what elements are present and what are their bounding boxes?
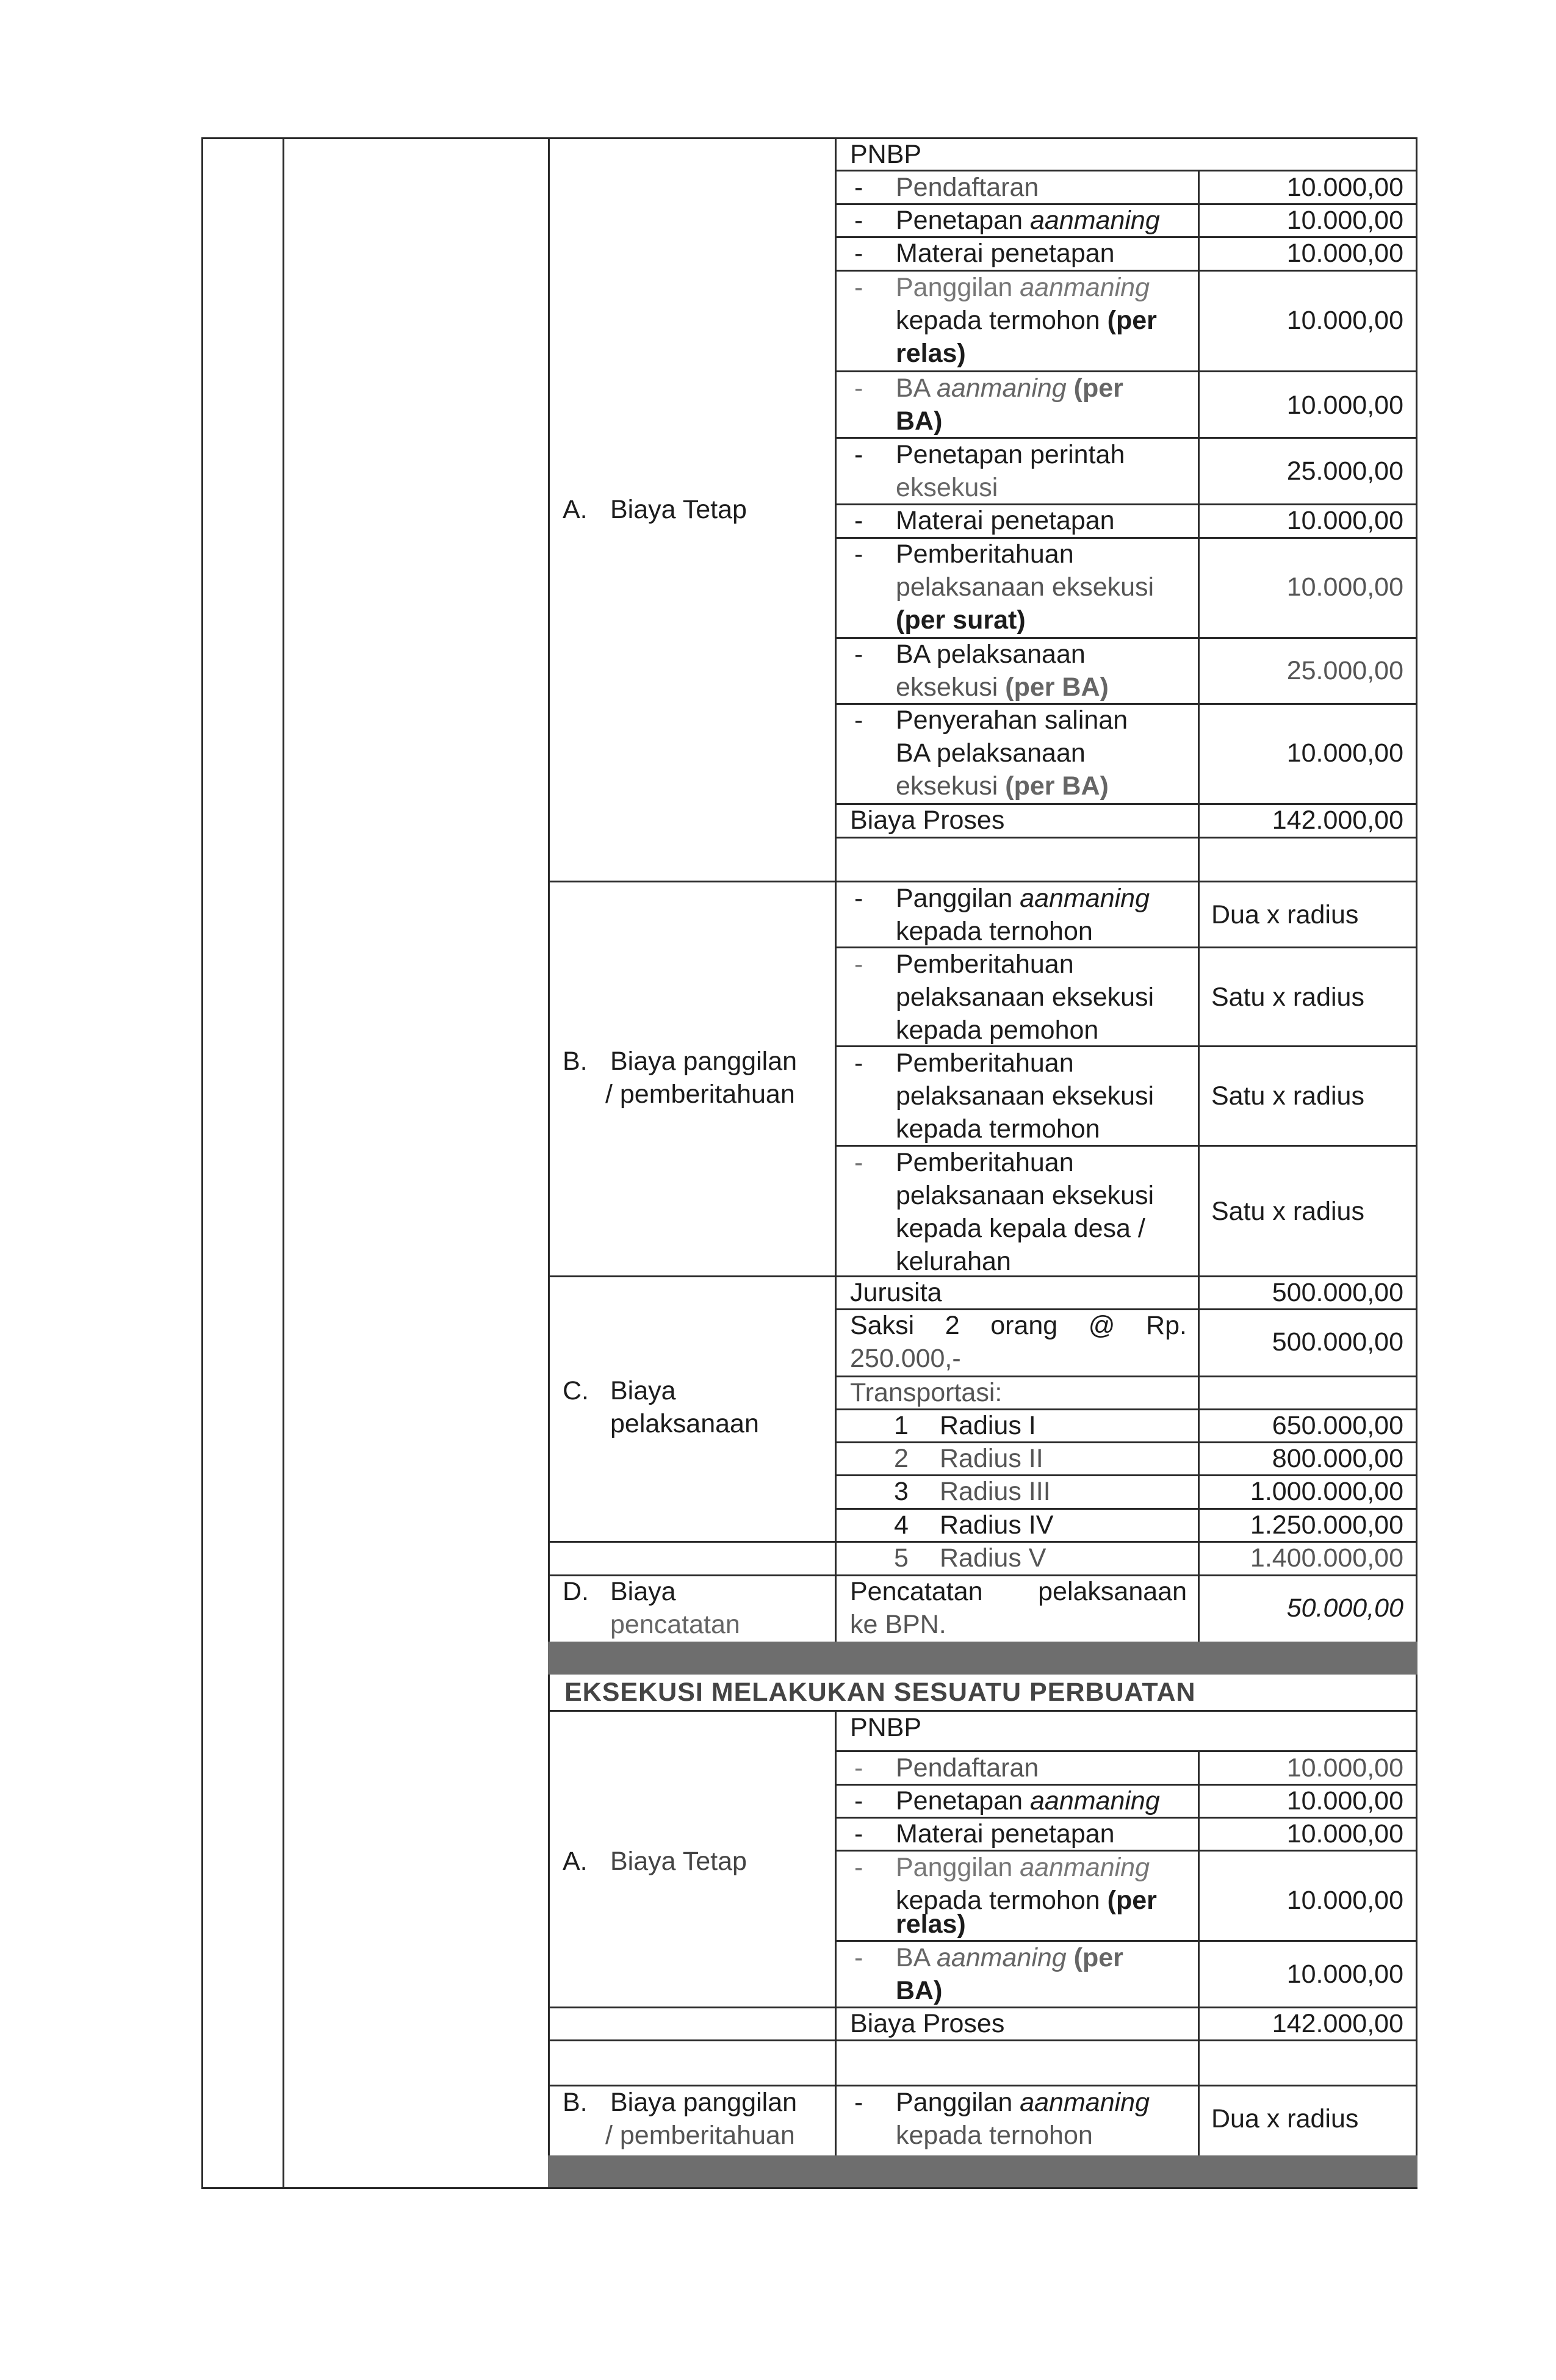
- column-divider-1: [283, 137, 284, 2189]
- item-dash: -: [854, 1786, 863, 1816]
- pnbp-heading: PNBP: [850, 140, 922, 169]
- item-dash: -: [854, 506, 863, 535]
- item-label: Panggilan aanmaning: [896, 884, 1150, 913]
- item-dash: -: [854, 173, 863, 202]
- biaya-proses-amount: 142.000,00: [1272, 806, 1403, 835]
- group-letter-B: B.: [563, 1047, 588, 1076]
- item-label: kepada ternohon: [896, 2121, 1093, 2150]
- radius-number: 1: [894, 1411, 909, 1440]
- group-title-biaya-panggilan: Biaya panggilan: [610, 2088, 798, 2117]
- group-letter-A: A.: [563, 495, 588, 524]
- item-label: Pemberitahuan: [896, 539, 1074, 569]
- item-amount: Satu x radius: [1211, 1081, 1364, 1111]
- item-dash: -: [854, 640, 863, 669]
- item-amount: 25.000,00: [1286, 656, 1403, 685]
- saksi-amount: 500.000,00: [1272, 1327, 1403, 1357]
- item-dash: -: [854, 1753, 863, 1783]
- item-label: pelaksanaan eksekusi: [896, 1181, 1154, 1210]
- pencatatan-desc: Pencatatan pelaksanaan: [850, 1577, 1187, 1606]
- group-letter-C: C.: [563, 1376, 589, 1405]
- group-title-biaya-tetap: Biaya Tetap: [610, 495, 747, 524]
- item-label: Pemberitahuan: [896, 1148, 1074, 1177]
- item-dash: -: [854, 1853, 863, 1882]
- item-dash: -: [854, 273, 863, 302]
- item-label: eksekusi (per BA): [896, 771, 1109, 801]
- radius-name: Radius II: [940, 1444, 1043, 1473]
- group-title-pemberitahuan: / pemberitahuan: [605, 1080, 795, 1109]
- radius-amount: 1.250.000,00: [1250, 1510, 1403, 1540]
- item-dash: -: [854, 206, 863, 235]
- biaya-proses-label: Biaya Proses: [850, 806, 1005, 835]
- item-amount: 10.000,00: [1286, 239, 1403, 268]
- table-border-left: [201, 137, 203, 2189]
- amount-column-left: [1198, 170, 1200, 1642]
- biaya-proses-label: Biaya Proses: [850, 2009, 1005, 2038]
- item-label: BA): [896, 1976, 943, 2005]
- item-label: BA pelaksanaan: [896, 738, 1086, 768]
- radius-amount: 800.000,00: [1272, 1444, 1403, 1473]
- radius-number: 5: [894, 1543, 909, 1573]
- radius-name: Radius V: [940, 1543, 1046, 1573]
- pencatatan-desc-line2: ke BPN.: [850, 1610, 946, 1639]
- item-label: Materai penetapan: [896, 1819, 1115, 1848]
- item-amount: 10.000,00: [1286, 1886, 1403, 1915]
- table-border-bottom: [201, 2187, 1417, 2189]
- radius-number: 4: [894, 1510, 909, 1540]
- item-label: (per surat): [896, 605, 1026, 635]
- item-amount: 25.000,00: [1286, 456, 1403, 486]
- item-dash: -: [854, 440, 863, 469]
- transportasi-label: Transportasi:: [850, 1378, 1003, 1407]
- group-title-biaya: Biaya: [610, 1376, 676, 1405]
- item-label: Pemberitahuan: [896, 950, 1074, 979]
- jurusita-amount: 500.000,00: [1272, 1278, 1403, 1307]
- group-title-biaya-panggilan: Biaya panggilan: [610, 1047, 798, 1076]
- group-title-pemberitahuan: / pemberitahuan: [605, 2121, 795, 2150]
- section-heading: EKSEKUSI MELAKUKAN SESUATU PERBUATAN: [564, 1678, 1196, 1707]
- radius-number: 3: [894, 1477, 909, 1506]
- item-label: kepada termohon: [896, 1114, 1100, 1144]
- item-label: kelurahan: [896, 1247, 1011, 1276]
- item-label: relas): [896, 1909, 966, 1939]
- item-label: Pemberitahuan: [896, 1048, 1074, 1078]
- item-amount: Dua x radius: [1211, 900, 1359, 929]
- item-label: Panggilan aanmaning: [896, 273, 1150, 302]
- item-label: kepada pemohon: [896, 1015, 1099, 1045]
- item-dash: -: [854, 2088, 863, 2117]
- table-border-top: [201, 137, 1417, 139]
- item-label: Penetapan aanmaning: [896, 206, 1160, 235]
- item-label: relas): [896, 339, 966, 368]
- item-amount: Satu x radius: [1211, 983, 1364, 1012]
- item-label: kepada termohon (per: [896, 306, 1157, 335]
- group-letter-B: B.: [563, 2088, 588, 2117]
- saksi-label: Saksi 2 orang @ Rp.: [850, 1311, 1187, 1340]
- separator-band: [548, 2155, 1417, 2187]
- item-amount: 10.000,00: [1286, 506, 1403, 535]
- item-amount: 10.000,00: [1286, 1960, 1403, 1989]
- item-amount: Satu x radius: [1211, 1197, 1364, 1226]
- item-amount: Dua x radius: [1211, 2104, 1359, 2133]
- item-dash: -: [854, 539, 863, 569]
- pencatatan-amount: 50.000,00: [1286, 1593, 1403, 1623]
- item-label: Pendaftaran: [896, 173, 1039, 202]
- item-label: kepada ternohon: [896, 917, 1093, 946]
- item-amount: 10.000,00: [1286, 1819, 1403, 1848]
- group-title-biaya-tetap: Biaya Tetap: [610, 1847, 747, 1876]
- amount-column-left-2: [1198, 1750, 1200, 2155]
- radius-amount: 1.400.000,00: [1250, 1543, 1403, 1573]
- item-amount: 10.000,00: [1286, 572, 1403, 602]
- biaya-proses-amount: 142.000,00: [1272, 2009, 1403, 2038]
- desc-column-left-2: [835, 1710, 837, 2155]
- radius-name: Radius I: [940, 1411, 1036, 1440]
- item-label: eksekusi: [896, 473, 998, 502]
- item-label: BA): [896, 406, 943, 436]
- item-label: Materai penetapan: [896, 239, 1115, 268]
- group-title-pencatatan: pencatatan: [610, 1610, 740, 1639]
- pnbp-heading: PNBP: [850, 1713, 922, 1742]
- radius-number: 2: [894, 1444, 909, 1473]
- separator-band: [548, 1642, 1417, 1675]
- item-dash: -: [854, 705, 863, 735]
- jurusita-label: Jurusita: [850, 1278, 942, 1307]
- item-label: Panggilan aanmaning: [896, 1853, 1150, 1882]
- group-title-biaya: Biaya: [610, 1577, 676, 1606]
- desc-column-left: [835, 137, 837, 1642]
- item-label: Penyerahan salinan: [896, 705, 1128, 735]
- item-dash: -: [854, 884, 863, 913]
- group-letter-D: D.: [563, 1577, 589, 1606]
- item-dash: -: [854, 950, 863, 979]
- item-dash: -: [854, 1148, 863, 1177]
- item-label: pelaksanaan eksekusi: [896, 572, 1154, 602]
- item-amount: 10.000,00: [1286, 738, 1403, 768]
- radius-amount: 650.000,00: [1272, 1411, 1403, 1440]
- item-label: pelaksanaan eksekusi: [896, 983, 1154, 1012]
- row-rule: [835, 837, 1417, 838]
- item-amount: 10.000,00: [1286, 1786, 1403, 1816]
- item-dash: -: [854, 1943, 863, 1972]
- item-amount: 10.000,00: [1286, 391, 1403, 420]
- radius-amount: 1.000.000,00: [1250, 1477, 1403, 1506]
- item-label: BA pelaksanaan: [896, 640, 1086, 669]
- group-letter-A: A.: [563, 1847, 588, 1876]
- item-dash: -: [854, 1048, 863, 1078]
- item-label: Penetapan aanmaning: [896, 1786, 1160, 1816]
- item-label: kepada termohon (per: [896, 1886, 1157, 1915]
- radius-name: Radius IV: [940, 1510, 1054, 1540]
- item-label: BA aanmaning (per: [896, 1943, 1123, 1972]
- item-label: Penetapan perintah: [896, 440, 1125, 469]
- item-dash: -: [854, 373, 863, 403]
- table-border-right: [1416, 137, 1417, 2189]
- item-dash: -: [854, 1819, 863, 1848]
- item-label: Panggilan aanmaning: [896, 2088, 1150, 2117]
- item-amount: 10.000,00: [1286, 206, 1403, 235]
- item-dash: -: [854, 239, 863, 268]
- item-amount: 10.000,00: [1286, 306, 1403, 335]
- item-amount: 10.000,00: [1286, 1753, 1403, 1783]
- item-label: Pendaftaran: [896, 1753, 1039, 1783]
- saksi-label-line2: 250.000,-: [850, 1344, 961, 1373]
- item-label: kepada kepala desa /: [896, 1214, 1145, 1243]
- item-label: eksekusi (per BA): [896, 673, 1109, 702]
- radius-name: Radius III: [940, 1477, 1051, 1506]
- item-label: Materai penetapan: [896, 506, 1115, 535]
- group-title-pelaksanaan: pelaksanaan: [610, 1409, 759, 1438]
- item-label: pelaksanaan eksekusi: [896, 1081, 1154, 1111]
- column-divider-2: [548, 137, 550, 2189]
- item-amount: 10.000,00: [1286, 173, 1403, 202]
- row-rule: [548, 1710, 1417, 1712]
- item-label: BA aanmaning (per: [896, 373, 1123, 403]
